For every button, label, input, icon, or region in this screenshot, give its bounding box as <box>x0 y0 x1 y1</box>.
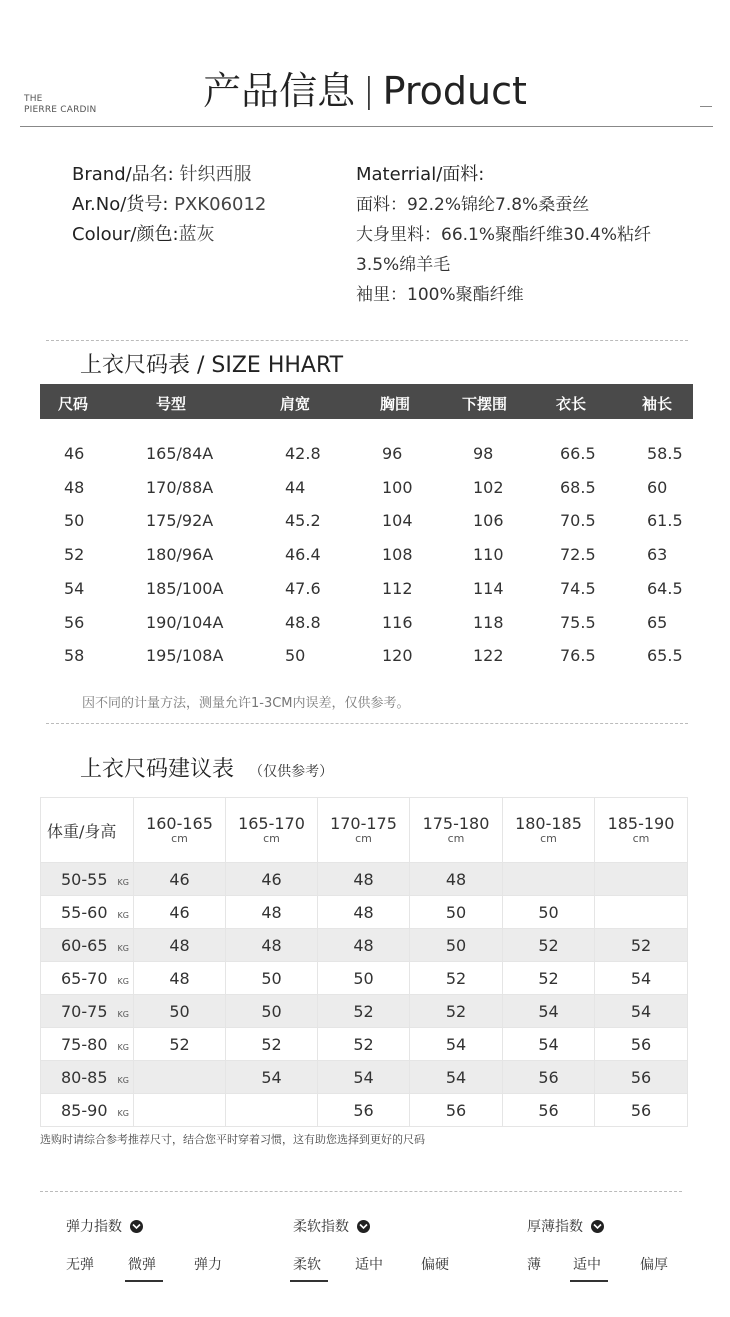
recommend-size-cell: 54 <box>318 1061 410 1094</box>
recommend-size-cell <box>595 896 688 929</box>
recommend-size-cell: 54 <box>595 995 688 1028</box>
thickness-option: 薄 <box>527 1257 541 1273</box>
weight-unit: KG <box>117 1108 129 1118</box>
weight-cell <box>41 896 134 929</box>
divider <box>46 340 688 341</box>
recommend-size-cell <box>134 1061 226 1094</box>
recommend-row <box>41 962 688 995</box>
height-header <box>410 798 503 863</box>
brand-logo-line2: PIERRE CARDIN <box>24 105 97 115</box>
brand-logo-line1: THE <box>24 94 43 104</box>
softness-selected-underline <box>290 1280 328 1282</box>
recommend-size-cell: 46 <box>134 863 226 896</box>
size-cell: 195/108A <box>146 646 224 666</box>
size-cell: 112 <box>382 578 413 598</box>
recommend-size-cell: 46 <box>226 863 318 896</box>
size-cell: 50 <box>285 646 306 666</box>
size-cell: 116 <box>382 612 413 632</box>
recommend-subtitle: （仅供参考） <box>249 764 334 780</box>
weight-range: 80-85 <box>61 1067 108 1087</box>
weight-cell <box>41 1061 134 1094</box>
size-cell: 48 <box>64 477 85 497</box>
recommend-size-cell: 48 <box>318 896 410 929</box>
recommend-size-cell <box>503 863 595 896</box>
size-cell: 45.2 <box>285 511 321 531</box>
recommend-row <box>41 929 688 962</box>
elasticity-index-title <box>66 1216 143 1236</box>
recommend-size-cell: 54 <box>595 962 688 995</box>
recommend-size-cell: 56 <box>595 1061 688 1094</box>
header-dash <box>700 106 712 107</box>
size-cell: 102 <box>473 477 504 497</box>
size-cell: 70.5 <box>560 511 596 531</box>
weight-unit: KG <box>117 877 129 887</box>
size-cell: 58.5 <box>647 444 683 463</box>
size-cell: 56 <box>64 612 85 632</box>
size-cell: 175/92A <box>146 511 214 531</box>
size-cell: 64.5 <box>647 578 683 598</box>
recommend-size-cell <box>595 863 688 896</box>
recommend-size-cell: 54 <box>503 1028 595 1061</box>
recommend-size-cell: 56 <box>410 1094 503 1127</box>
recommend-size-cell: 50 <box>134 995 226 1028</box>
size-cell: 108 <box>382 545 413 565</box>
thickness-option: 偏厚 <box>640 1257 668 1273</box>
height-header <box>134 798 226 863</box>
weight-range: 85-90 <box>61 1100 108 1120</box>
size-cell: 98 <box>473 444 494 463</box>
weight-unit: KG <box>117 943 129 953</box>
recommend-row <box>41 1061 688 1094</box>
colour-value: 蓝灰 <box>178 224 215 245</box>
recommend-size-cell: 54 <box>226 1061 318 1094</box>
size-cell: 47.6 <box>285 578 321 598</box>
height-range: 175-180 <box>422 814 490 833</box>
size-cell: 165/84A <box>146 444 214 463</box>
article-value: PXK06012 <box>174 194 267 215</box>
recommend-size-cell: 50 <box>318 962 410 995</box>
article-label: Ar.No/货号: <box>72 194 169 215</box>
size-chart-header <box>40 384 693 419</box>
material-label: Materrial/面料: <box>356 164 485 185</box>
height-header <box>318 798 410 863</box>
softness-index-title <box>293 1216 370 1236</box>
recommend-table <box>40 797 687 1125</box>
size-col-header: 号型 <box>156 395 187 413</box>
softness-index-label: 柔软指数 <box>293 1219 349 1235</box>
size-cell: 42.8 <box>285 444 321 463</box>
recommend-heading <box>80 752 333 783</box>
weight-unit: KG <box>117 976 129 986</box>
material-line: 大身里料：66.1%聚酯纤维30.4%粘纤 <box>356 225 652 245</box>
weight-cell <box>41 929 134 962</box>
recommend-size-cell: 50 <box>410 896 503 929</box>
elasticity-option: 弹力 <box>194 1257 222 1273</box>
height-range: 185-190 <box>607 814 675 833</box>
weight-cell <box>41 995 134 1028</box>
size-cell: 46 <box>64 444 85 463</box>
elasticity-selected-underline <box>125 1280 163 1282</box>
recommend-row <box>41 995 688 1028</box>
size-cell: 180/96A <box>146 545 214 565</box>
size-cell: 75.5 <box>560 612 596 632</box>
softness-option: 偏硬 <box>421 1257 449 1273</box>
size-cell: 65.5 <box>647 646 683 666</box>
weight-range: 60-65 <box>61 935 108 955</box>
recommend-size-cell: 54 <box>410 1061 503 1094</box>
recommend-size-cell: 48 <box>318 863 410 896</box>
height-range: 165-170 <box>238 814 305 833</box>
size-cell: 66.5 <box>560 444 596 463</box>
article-info <box>72 190 266 216</box>
recommend-size-cell: 52 <box>318 995 410 1028</box>
recommend-size-cell: 52 <box>503 962 595 995</box>
weight-cell <box>41 1094 134 1127</box>
recommend-size-cell: 54 <box>410 1028 503 1061</box>
size-cell: 114 <box>473 578 504 598</box>
elasticity-option: 微弹 <box>128 1257 156 1273</box>
size-cell: 118 <box>473 612 504 632</box>
height-unit: cm <box>263 832 280 845</box>
recommend-size-cell: 48 <box>410 863 503 896</box>
recommend-size-cell: 48 <box>134 929 226 962</box>
size-cell: 58 <box>64 646 85 666</box>
recommend-size-cell: 48 <box>318 929 410 962</box>
size-col-header: 下摆围 <box>462 395 508 413</box>
height-unit: cm <box>355 832 372 845</box>
size-col-header: 尺码 <box>58 395 89 413</box>
height-header <box>226 798 318 863</box>
recommend-size-cell: 48 <box>226 929 318 962</box>
recommend-size-cell: 52 <box>410 995 503 1028</box>
recommend-size-cell <box>134 1094 226 1127</box>
weight-range: 65-70 <box>61 968 108 988</box>
recommend-row <box>41 1094 688 1127</box>
height-range: 170-175 <box>330 814 397 833</box>
measurement-note: 因不同的计量方法，测量允许1-3CM内误差，仅供参考。 <box>82 696 410 711</box>
recommend-size-cell: 56 <box>503 1094 595 1127</box>
weight-unit: KG <box>117 1009 129 1019</box>
height-header <box>595 798 688 863</box>
elasticity-index-label: 弹力指数 <box>66 1219 122 1235</box>
weight-cell <box>41 962 134 995</box>
colour-info <box>72 220 215 246</box>
size-cell: 63 <box>647 545 668 565</box>
recommend-size-cell: 50 <box>410 929 503 962</box>
weight-cell <box>41 863 134 896</box>
recommend-size-cell: 56 <box>318 1094 410 1127</box>
weight-cell <box>41 1028 134 1061</box>
weight-range: 70-75 <box>61 1001 108 1021</box>
recommend-size-cell: 50 <box>503 896 595 929</box>
height-range: 160-165 <box>146 814 213 833</box>
recommend-size-cell: 52 <box>410 962 503 995</box>
size-col-header: 衣长 <box>556 395 587 413</box>
material-line: 面料：92.2%锦纶7.8%桑蚕丝 <box>356 195 590 215</box>
height-unit: cm <box>171 832 188 845</box>
softness-option: 适中 <box>355 1257 383 1273</box>
size-cell: 54 <box>64 578 85 598</box>
divider <box>46 723 688 724</box>
weight-range: 50-55 <box>61 869 108 889</box>
size-col-header: 袖长 <box>642 395 673 413</box>
thickness-index-label: 厚薄指数 <box>527 1219 583 1235</box>
recommend-size-cell: 52 <box>134 1028 226 1061</box>
softness-option: 柔软 <box>293 1257 321 1273</box>
size-cell: 120 <box>382 646 413 666</box>
weight-unit: KG <box>117 910 129 920</box>
size-cell: 104 <box>382 511 413 531</box>
size-cell: 106 <box>473 511 504 531</box>
size-cell: 96 <box>382 444 403 463</box>
height-unit: cm <box>447 832 465 845</box>
recommend-size-cell: 54 <box>503 995 595 1028</box>
recommend-size-cell: 48 <box>134 962 226 995</box>
recommend-row <box>41 863 688 896</box>
recommend-size-cell: 56 <box>595 1028 688 1061</box>
size-cell: 50 <box>64 511 85 531</box>
size-cell: 61.5 <box>647 511 683 531</box>
size-cell: 44 <box>285 477 306 497</box>
recommend-size-cell: 46 <box>134 896 226 929</box>
size-col-header: 胸围 <box>380 395 411 413</box>
title-cn: 产品信息 <box>203 69 356 113</box>
recommend-size-cell: 50 <box>226 995 318 1028</box>
thickness-option: 适中 <box>573 1257 601 1273</box>
thickness-index-title <box>527 1216 604 1236</box>
recommend-title: 上衣尺码建议表 <box>80 757 235 782</box>
material-line: 袖里：100%聚酯纤维 <box>356 285 524 305</box>
size-cell: 46.4 <box>285 545 321 565</box>
divider <box>40 1191 682 1192</box>
size-cell: 48.8 <box>285 612 321 632</box>
recommend-size-cell <box>226 1094 318 1127</box>
recommend-row <box>41 1028 688 1061</box>
chevron-down-icon <box>357 1220 370 1233</box>
chevron-down-icon <box>130 1220 143 1233</box>
height-range: 180-185 <box>515 814 582 833</box>
brand-value: 针织西服 <box>179 164 252 185</box>
title-separator: | <box>363 71 375 111</box>
size-cell: 60 <box>647 477 668 497</box>
title-en: Product <box>382 69 527 113</box>
recommend-size-cell: 52 <box>503 929 595 962</box>
recommend-size-cell: 56 <box>595 1094 688 1127</box>
chevron-down-icon <box>591 1220 604 1233</box>
height-header <box>503 798 595 863</box>
size-col-header: 肩宽 <box>280 395 311 413</box>
recommend-size-cell: 50 <box>226 962 318 995</box>
brand-info <box>72 160 251 186</box>
size-cell: 110 <box>473 545 504 565</box>
size-cell: 185/100A <box>146 578 224 598</box>
size-cell: 68.5 <box>560 477 596 497</box>
weight-range: 55-60 <box>61 902 108 922</box>
recommend-size-cell: 52 <box>226 1028 318 1061</box>
size-chart-title: 上衣尺码表 / SIZE HHART <box>80 353 344 378</box>
size-cell: 65 <box>647 612 668 632</box>
recommend-note: 选购时请综合参考推荐尺寸，结合您平时穿着习惯，这有助您选择到更好的尺码 <box>40 1133 425 1146</box>
brand-label: Brand/品名: <box>72 164 174 185</box>
size-cell: 72.5 <box>560 545 596 565</box>
height-unit: cm <box>540 832 557 845</box>
elasticity-option: 无弹 <box>66 1257 94 1273</box>
weight-unit: KG <box>117 1075 129 1085</box>
recommend-corner: 体重/身高 <box>41 798 134 863</box>
size-cell: 74.5 <box>560 578 596 598</box>
recommend-size-cell: 56 <box>503 1061 595 1094</box>
size-cell: 122 <box>473 646 504 666</box>
recommend-row <box>41 896 688 929</box>
header-divider <box>20 126 713 127</box>
size-cell: 100 <box>382 477 413 497</box>
recommend-size-cell: 52 <box>318 1028 410 1061</box>
page-title <box>0 60 730 115</box>
recommend-size-cell: 52 <box>595 929 688 962</box>
size-cell: 170/88A <box>146 477 214 497</box>
weight-unit: KG <box>117 1042 129 1052</box>
material-line: 3.5%绵羊毛 <box>356 255 451 275</box>
size-cell: 76.5 <box>560 646 596 666</box>
weight-range: 75-80 <box>61 1034 108 1054</box>
size-cell: 190/104A <box>146 612 224 632</box>
recommend-size-cell: 48 <box>226 896 318 929</box>
size-cell: 52 <box>64 545 85 565</box>
height-unit: cm <box>632 832 650 845</box>
colour-label: Colour/颜色: <box>72 224 179 245</box>
thickness-selected-underline <box>570 1280 608 1282</box>
